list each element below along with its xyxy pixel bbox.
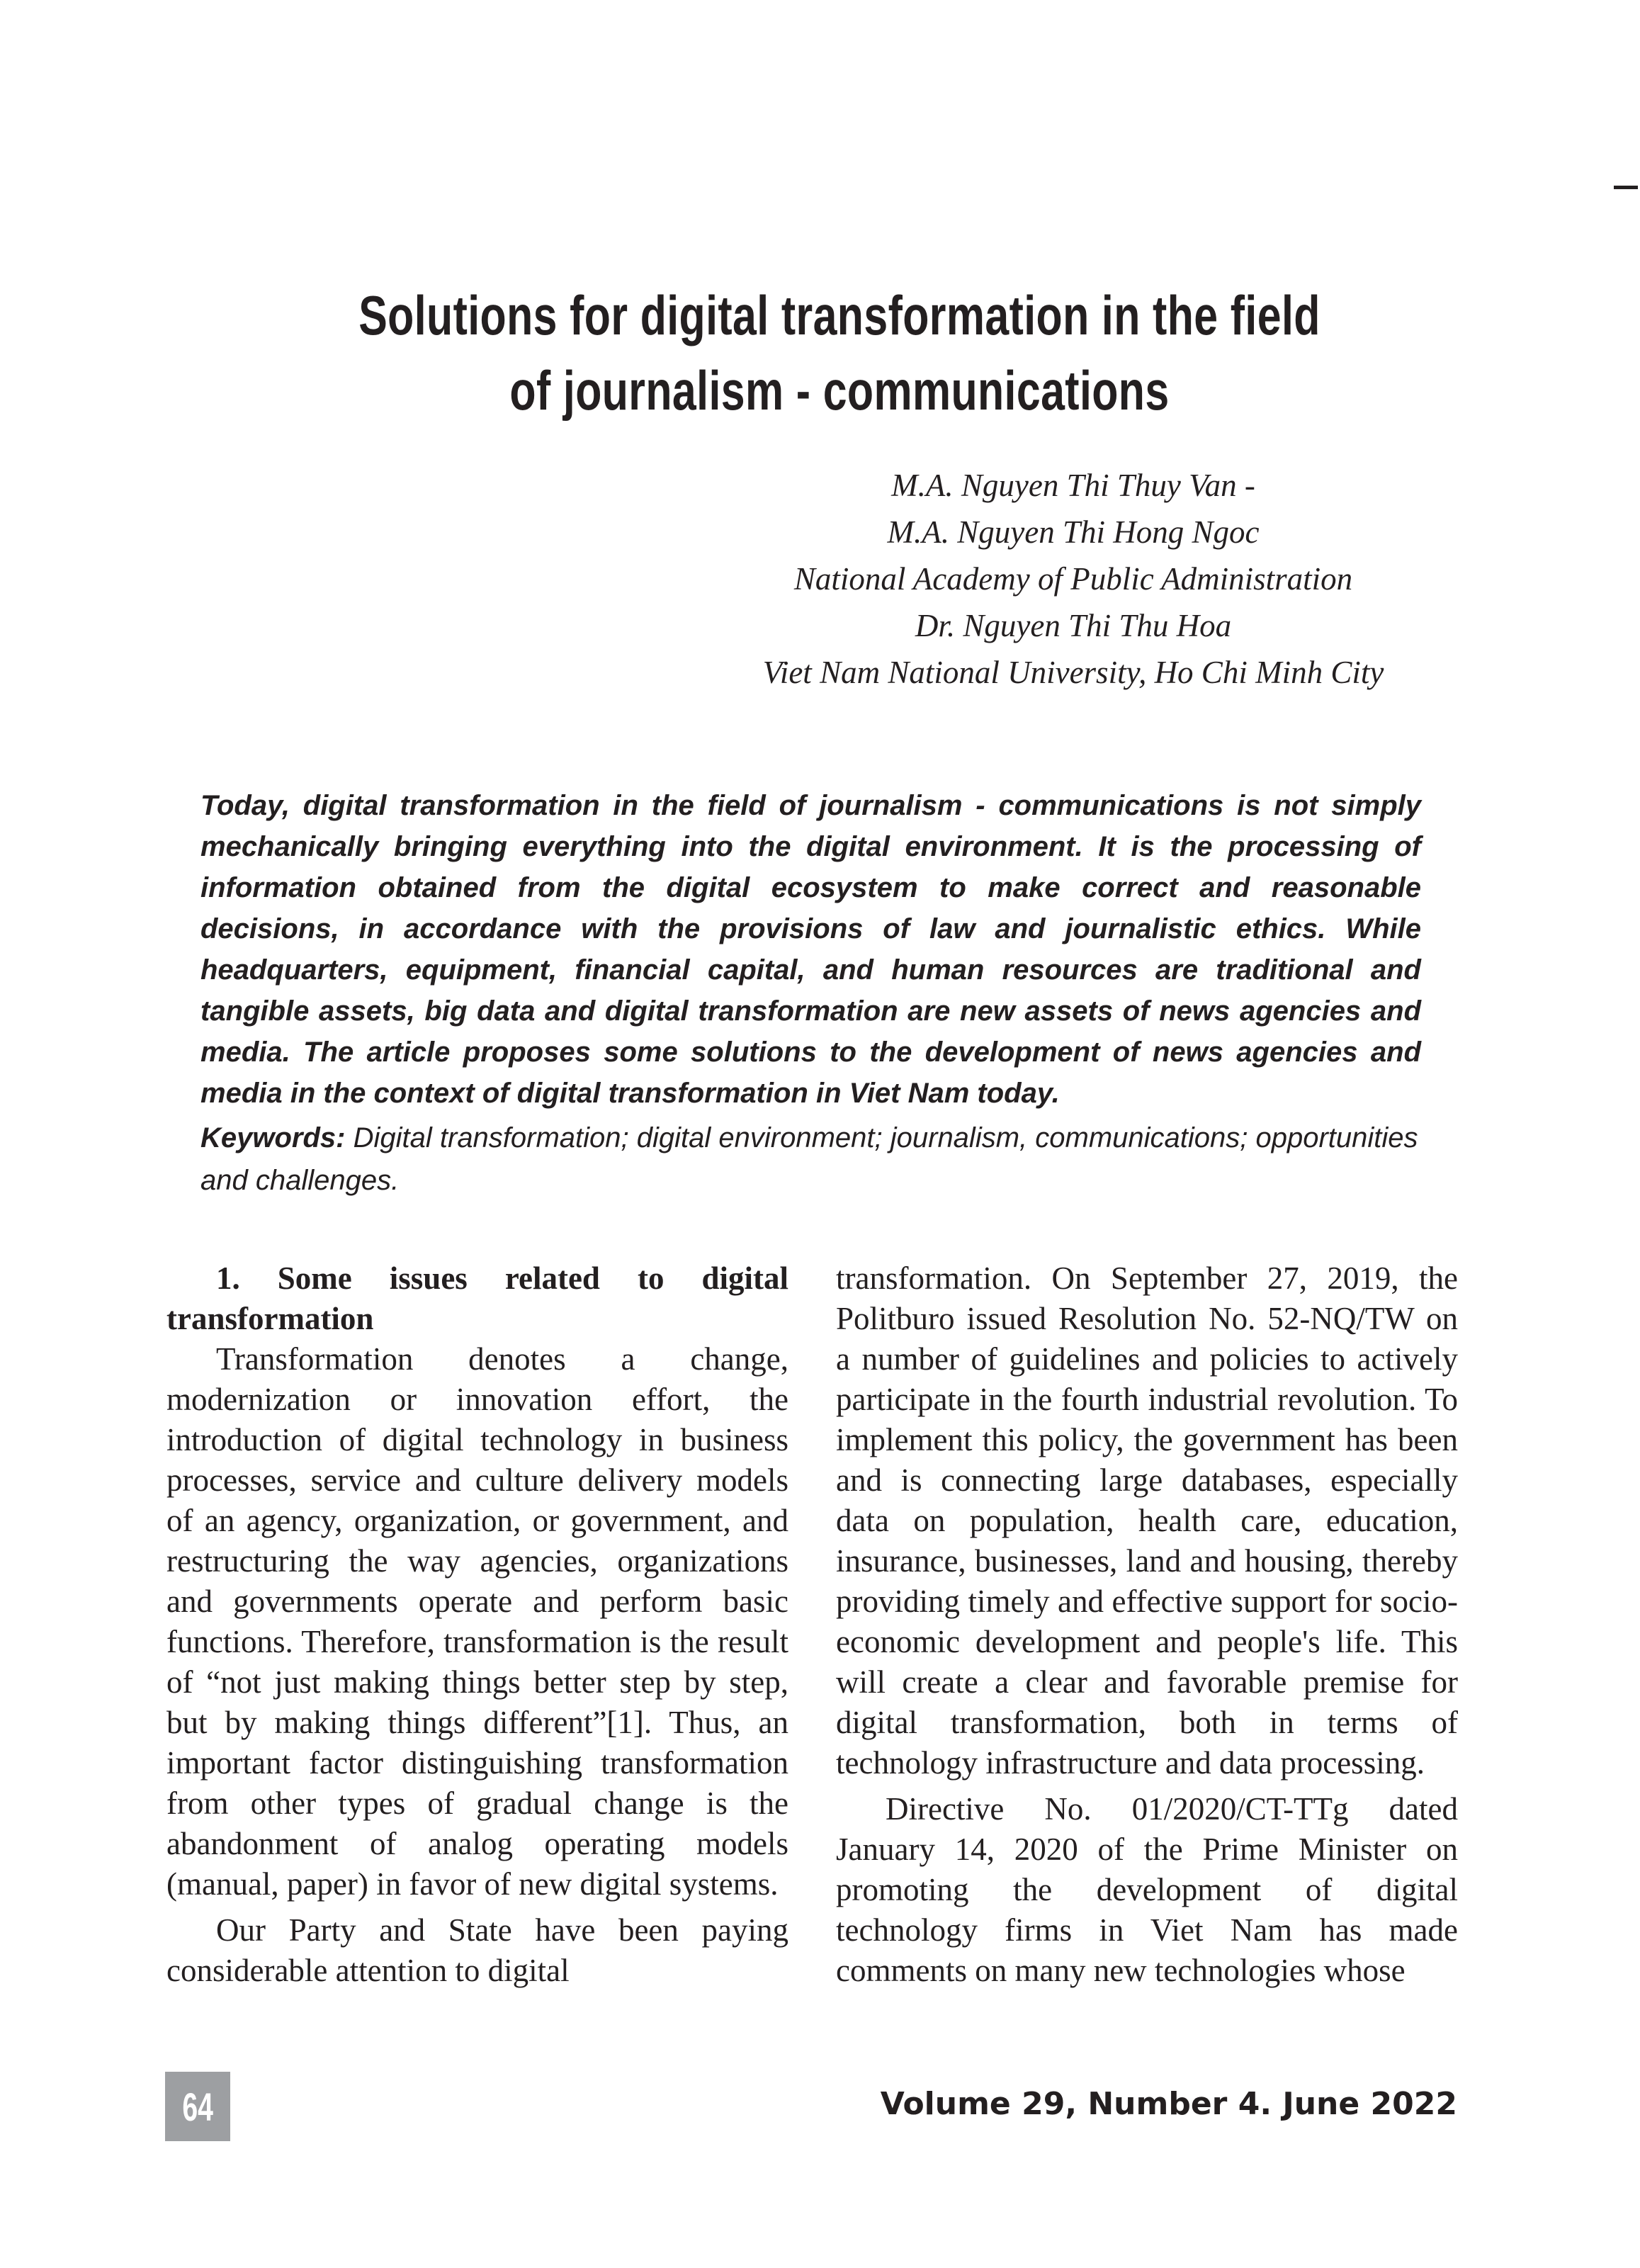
abstract-text: Today, digital transformation in the field of journalism - communications is not simply mechanically bringing everything into the digital environment. It is the processing of information obtained from the digital ecosystem to make correct and reasonable decisions, in accordance with the provisions of law and journalistic ethics. While headquarters, equipment, financial capital, and human resources are traditional and tangible assets, big data and digital transformation are new assets of news agencies and media. The article proposes some solutions to the development of news agencies and media in the context of digital transformation in Viet Nam today. xyxy=(200,790,1421,1109)
page-number: 64 xyxy=(182,2084,213,2129)
keywords xyxy=(200,1117,1421,1202)
body-paragraph: Directive No. 01/2020/CT-TTg dated January 14, 2020 of the Prime Minister on promoting the development of digital technology firms in Viet Nam has made comments on many new technologies whose xyxy=(836,1791,1458,1988)
section-heading: 1. Some issues related to digital transformation xyxy=(166,1260,788,1336)
article-title xyxy=(351,278,1329,428)
journal-issue: Volume 29, Number 4. June 2022 xyxy=(880,2086,1457,2122)
keywords-text: Digital transformation; digital environment; journalism, communications; opportunities and challenges. xyxy=(200,1122,1418,1196)
title-line: Solutions for digital transformation in the field xyxy=(358,284,1321,346)
abstract-block xyxy=(200,785,1421,1202)
affiliation-line: Viet Nam National University, Ho Chi Minh City xyxy=(762,655,1384,690)
author-block xyxy=(623,462,1523,696)
title-line: of journalism - communications xyxy=(509,359,1170,422)
body-paragraph: Our Party and State have been paying considerable attention to digital xyxy=(166,1912,788,1988)
body-column-right xyxy=(836,1258,1458,1991)
corner-crop-mark xyxy=(1614,186,1638,189)
body-paragraph: Transformation denotes a change, modernization or innovation effort, the introduction of digital technology in business processes, service and culture delivery models of an agency, organization, or government, and restructuring the way agencies, organizations and governments operate and perform basic functions. Therefore, transformation is the result of “not just making things better step by step, but by making things different”[1]. Thus, an important factor distinguishing transformation from other types of gradual change is the abandonment of analog operating models (manual, paper) in favor of new digital systems. xyxy=(166,1341,788,1902)
author-line: M.A. Nguyen Thi Hong Ngoc xyxy=(887,514,1260,550)
affiliation-line: National Academy of Public Administration xyxy=(793,561,1353,597)
body-paragraph: transformation. On September 27, 2019, the Politburo issued Resolution No. 52-NQ/TW on a number of guidelines and policies to actively participate in the fourth industrial revolution. To implement this policy, the government has been and is connecting large databases, especially data on population, health care, education, insurance, businesses, land and housing, thereby providing timely and effective support for socio-economic development and people's life. This will create a clear and favorable premise for digital transformation, both in terms of technology infrastructure and data processing. xyxy=(836,1260,1458,1781)
keywords-label: Keywords: xyxy=(200,1122,346,1153)
author-line: M.A. Nguyen Thi Thuy Van - xyxy=(891,468,1255,503)
body-column-left xyxy=(166,1258,788,1991)
page-number-badge xyxy=(165,2072,230,2141)
author-line: Dr. Nguyen Thi Thu Hoa xyxy=(915,608,1232,643)
